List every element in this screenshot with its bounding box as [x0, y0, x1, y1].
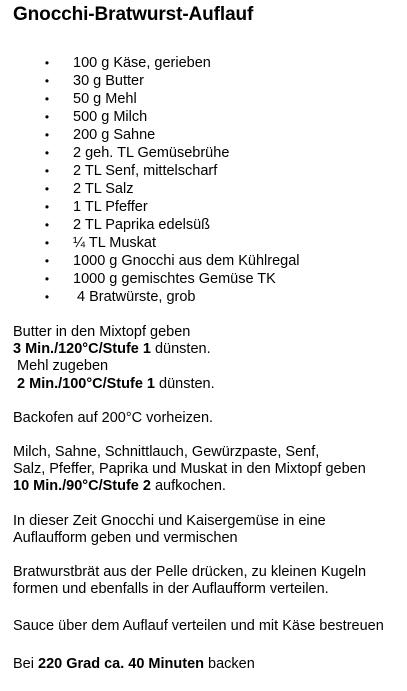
step-text: In dieser Zeit Gnocchi und Kaisergemüse in eine — [13, 512, 326, 529]
step-text: Backofen auf 200°C vorheizen. — [13, 409, 214, 426]
step-text: Sauce über dem Auflauf verteilen und mit Käse bestreuen — [13, 618, 384, 635]
ingredient-text: 1000 g gemischtes Gemüse TK — [73, 271, 276, 287]
step-text: Salz, Pfeffer, Paprika und Muskat in den Mixtopf geben — [13, 461, 366, 478]
step-setting: 3 Min./120°C/Stufe 1 — [13, 341, 151, 358]
bullet-icon: • — [44, 182, 50, 196]
ingredient-text: 4 Bratwürste, grob — [77, 289, 196, 305]
bullet-icon: • — [44, 110, 50, 124]
bullet-icon: • — [44, 290, 50, 304]
ingredient-text: 50 g Mehl — [73, 91, 137, 107]
ingredient-text: 100 g Käse, gerieben — [73, 55, 211, 71]
step-text-part: aufkochen. — [150, 478, 226, 495]
step-text: Milch, Sahne, Schnittlauch, Gewürzpaste, Senf, — [13, 444, 320, 461]
step-text — [13, 478, 403, 495]
ingredient-text: 2 TL Paprika edelsüß — [73, 217, 211, 233]
ingredient-text: 2 TL Senf, mittelscharf — [73, 163, 218, 179]
bullet-icon: • — [44, 146, 50, 160]
bullet-icon: • — [44, 236, 50, 250]
step-text — [13, 358, 403, 375]
ingredient-text: 1 TL Pfeffer — [73, 199, 148, 215]
step-text: formen und ebenfalls in der Auflaufform verteilen. — [13, 581, 329, 598]
ingredient-text: 500 g Milch — [73, 109, 148, 125]
step-setting: 10 Min./90°C/Stufe 2 — [13, 478, 151, 495]
step-text-part: Bei — [13, 655, 38, 672]
bullet-icon: • — [44, 272, 50, 286]
bullet-icon: • — [44, 92, 50, 106]
bullet-icon: • — [44, 56, 50, 70]
step-text — [13, 341, 403, 358]
step-text-part: dünsten. — [154, 375, 215, 392]
step-setting: 220 Grad ca. 40 Minuten — [38, 655, 205, 672]
bullet-icon: • — [44, 218, 50, 232]
step-text: Bratwurstbrät aus der Pelle drücken, zu kleinen Kugeln — [13, 564, 367, 581]
step-text: Butter in den Mixtopf geben — [13, 324, 191, 340]
step-text — [13, 376, 403, 393]
ingredient-text: 200 g Sahne — [73, 127, 156, 143]
step-text: Auflaufform geben und vermischen — [13, 529, 238, 546]
step-text-part: dünsten. — [150, 341, 211, 358]
recipe-title: Gnocchi-Bratwurst-Auflauf — [13, 4, 254, 25]
bullet-icon: • — [44, 128, 50, 142]
step-setting: 2 Min./100°C/Stufe 1 — [17, 375, 155, 392]
bullet-icon: • — [44, 254, 50, 268]
step-text-part: backen — [204, 655, 255, 672]
bullet-icon: • — [44, 200, 50, 214]
ingredient-text: 2 geh. TL Gemüsebrühe — [73, 145, 230, 161]
step-text — [13, 656, 403, 673]
ingredient-text: 30 g Butter — [73, 73, 144, 89]
bullet-icon: • — [44, 164, 50, 178]
ingredient-text: 1000 g Gnocchi aus dem Kühlregal — [73, 253, 300, 269]
bullet-icon: • — [44, 74, 50, 88]
ingredient-text: ¼ TL Muskat — [73, 235, 157, 251]
ingredient-text: 2 TL Salz — [73, 181, 134, 197]
instructions — [13, 324, 403, 673]
step-text-part: Mehl zugeben — [17, 358, 109, 375]
